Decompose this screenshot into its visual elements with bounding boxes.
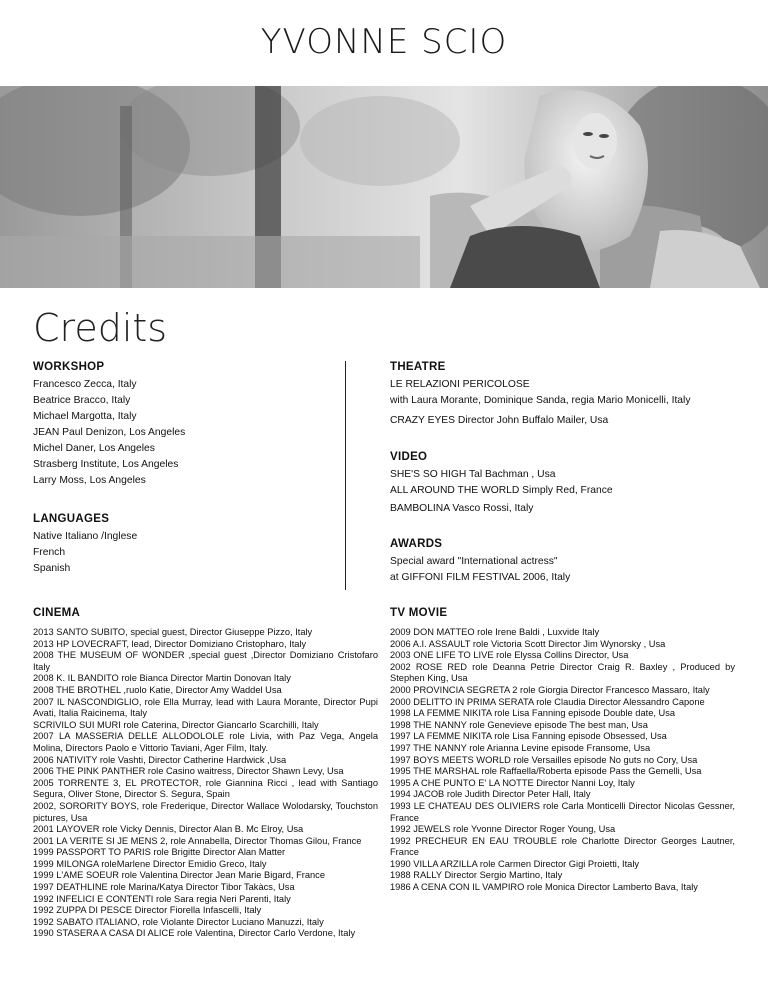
list-item: 2008 K. IL BANDITO role Bianca Director Martin Donovan Italy xyxy=(33,673,291,684)
list-item: JEAN Paul Denizon, Los Angeles xyxy=(33,427,186,438)
portrait-photo xyxy=(0,86,768,288)
list-item: at GIFFONI FILM FESTIVAL 2006, Italy xyxy=(390,572,571,583)
list-item: 2000 DELITTO IN PRIMA SERATA role Claudia Director Alessandro Capone xyxy=(390,696,705,707)
list-item: 2007 IL NASCONDIGLIO, role Ella Murray, lead with Laura Morante, Director Pupi Avati, Italia Raicinema, Italy xyxy=(33,696,378,719)
list-item: 1999 L'AME SOEUR role Valentina Director Jean Marie Bigard, France xyxy=(33,870,326,881)
list-item: Beatrice Bracco, Italy xyxy=(33,395,131,406)
list-item: 1992 PRECHEUR EN EAU TROUBLE role Charlotte Director Georges Lautner, France xyxy=(390,835,735,858)
awards-heading: AWARDS xyxy=(390,538,443,550)
list-item: LE RELAZIONI PERICOLOSE xyxy=(390,379,530,390)
list-item: 1999 PASSPORT TO PARIS role Brigitte Director Alan Matter xyxy=(33,847,286,858)
list-item: 2006 NATIVITY role Vashti, Director Catherine Hardwick ,Usa xyxy=(33,754,287,765)
tv-movie-section xyxy=(390,606,735,894)
list-item: 2013 HP LOVECRAFT, lead, Director Domiziano Cristopharo, Italy xyxy=(33,638,307,649)
theatre-list xyxy=(390,377,740,429)
list-item: 1997 THE NANNY role Arianna Levine episode Fransome, Usa xyxy=(390,742,651,753)
list-item: 2008 THE BROTHEL ,ruolo Katie, Director Amy Waddel Usa xyxy=(33,684,282,695)
list-item: 1990 VILLA ARZILLA role Carmen Director Gigi Proietti, Italy xyxy=(390,858,640,869)
tv-movie-list xyxy=(390,627,735,894)
video-list xyxy=(390,467,740,517)
list-item: 1995 A CHE PUNTO E' LA NOTTE Director Nanni Loy, Italy xyxy=(390,777,635,788)
list-item: 2013 SANTO SUBITO, special guest, Director Giuseppe Pizzo, Italy xyxy=(33,627,313,637)
cinema-heading: CINEMA xyxy=(33,607,81,619)
credits-title: Credits xyxy=(33,306,168,350)
list-item: Michael Margotta, Italy xyxy=(33,411,137,422)
workshop-list xyxy=(33,377,333,489)
left-top-column xyxy=(33,360,333,577)
list-item: 1997 DEATHLINE role Marina/Katya Director Tibor Takàcs, Usa xyxy=(33,882,295,893)
list-item: ALL AROUND THE WORLD Simply Red, France xyxy=(390,485,613,496)
list-item: Francesco Zecca, Italy xyxy=(33,379,137,390)
languages-list xyxy=(33,529,333,577)
list-item: Special award "International actress" xyxy=(390,556,558,567)
list-item: 1997 LA FEMME NIKITA role Lisa Fanning episode Obsessed, Usa xyxy=(390,731,667,742)
list-item: 1997 BOYS MEETS WORLD role Versailles episode No guts no Cory, Usa xyxy=(390,754,698,765)
list-item: 1986 A CENA CON IL VAMPIRO role Monica Director Lamberto Bava, Italy xyxy=(390,882,698,893)
list-item: 2003 ONE LIFE TO LIVE role Elyssa Collins Director, Usa xyxy=(390,650,629,661)
list-item: 2006 A.I. ASSAULT role Victoria Scott Director Jim Wynorsky , Usa xyxy=(390,638,666,649)
awards-list xyxy=(390,554,740,586)
list-item: 1992 ZUPPA DI PESCE Director Fiorella Infascelli, Italy xyxy=(33,905,262,916)
cinema-list xyxy=(33,627,378,940)
list-item: 2009 DON MATTEO role Irene Baldi , Luxvide Italy xyxy=(390,627,600,637)
list-item: 1992 INFELICI E CONTENTI role Sara regia Neri Parenti, Italy xyxy=(33,893,291,904)
list-item: 2001 LAYOVER role Vicky Dennis, Director Alan B. Mc Elroy, Usa xyxy=(33,824,304,835)
list-item: 1990 STASERA A CASA DI ALICE role Valentina, Director Carlo Verdone, Italy xyxy=(33,928,356,939)
column-divider xyxy=(345,361,346,590)
list-item: Spanish xyxy=(33,563,71,574)
list-item: 1995 THE MARSHAL role Raffaella/Roberta episode Pass the Gemelli, Usa xyxy=(390,766,702,777)
list-item: 1999 MILONGA roleMarlene Director Emidio Greco, Italy xyxy=(33,858,267,869)
list-item: CRAZY EYES Director John Buffalo Mailer, Usa xyxy=(390,415,609,426)
list-item: 2001 LA VERITE SI JE MENS 2, role Annabella, Director Thomas Gilou, France xyxy=(33,835,362,846)
list-item: 1988 RALLY Director Sergio Martino, Italy xyxy=(390,870,563,881)
theatre-heading: THEATRE xyxy=(390,361,446,373)
list-item: 2000 PROVINCIA SEGRETA 2 role Giorgia Director Francesco Massaro, Italy xyxy=(390,684,710,695)
right-top-column xyxy=(390,360,740,586)
workshop-heading: WORKSHOP xyxy=(33,361,105,373)
list-item: BAMBOLINA Vasco Rossi, Italy xyxy=(390,503,534,514)
list-item: Native Italiano /Inglese xyxy=(33,531,138,542)
list-item: 1998 THE NANNY role Genevieve episode The best man, Usa xyxy=(390,719,648,730)
list-item: 2002 ROSE RED role Deanna Petrie Director Craig R. Baxley , Produced by Stephen King, Usa xyxy=(390,661,735,684)
list-item: 2002, SORORITY BOYS, role Frederique, Director Wallace Wolodarsky, Touchston pictures, Usa xyxy=(33,800,378,823)
cinema-section xyxy=(33,606,378,940)
list-item: 1993 LE CHATEAU DES OLIVIERS role Carla Monticelli Director Nicolas Gessner, France xyxy=(390,800,735,823)
actor-name: YVONNE SCIO xyxy=(260,22,508,62)
list-item: Larry Moss, Los Angeles xyxy=(33,475,146,486)
list-item: 2005 TORRENTE 3, EL PROTECTOR, role Giannina Ricci , lead with Santiago Segura, Oliver Stone, Director S. Segura, Spain xyxy=(33,777,378,800)
list-item: Michel Daner, Los Angeles xyxy=(33,443,155,454)
list-item: SCRIVILO SUI MURI role Caterina, Director Giancarlo Scarchilli, Italy xyxy=(33,719,319,730)
list-item: 1992 SABATO ITALIANO, role Violante Director Luciano Manuzzi, Italy xyxy=(33,916,324,927)
list-item: SHE'S SO HIGH Tal Bachman , Usa xyxy=(390,469,556,480)
list-item: with Laura Morante, Dominique Sanda, regia Mario Monicelli, Italy xyxy=(390,395,691,406)
list-item: Strasberg Institute, Los Angeles xyxy=(33,459,179,470)
tv-movie-heading: TV MOVIE xyxy=(390,607,448,619)
list-item: 2008 THE MUSEUM OF WONDER ,special guest ,Director Domiziano Cristofaro Italy xyxy=(33,650,378,672)
list-item: 1992 JEWELS role Yvonne Director Roger Young, Usa xyxy=(390,824,616,835)
list-item: 1998 LA FEMME NIKITA role Lisa Fanning episode Double date, Usa xyxy=(390,708,676,719)
video-heading: VIDEO xyxy=(390,451,428,463)
list-item: 2006 THE PINK PANTHER role Casino waitress, Director Shawn Levy, Usa xyxy=(33,766,344,777)
list-item: 1994 JACOB role Judith Director Peter Hall, Italy xyxy=(390,789,591,800)
list-item: 2007 LA MASSERIA DELLE ALLODOLOLE role Livia, with Paz Vega, Angela Molina, Directors Paolo e Vittorio Taviani, Ager Film, Italy. xyxy=(33,731,378,753)
languages-heading: LANGUAGES xyxy=(33,513,110,525)
list-item: French xyxy=(33,547,66,558)
